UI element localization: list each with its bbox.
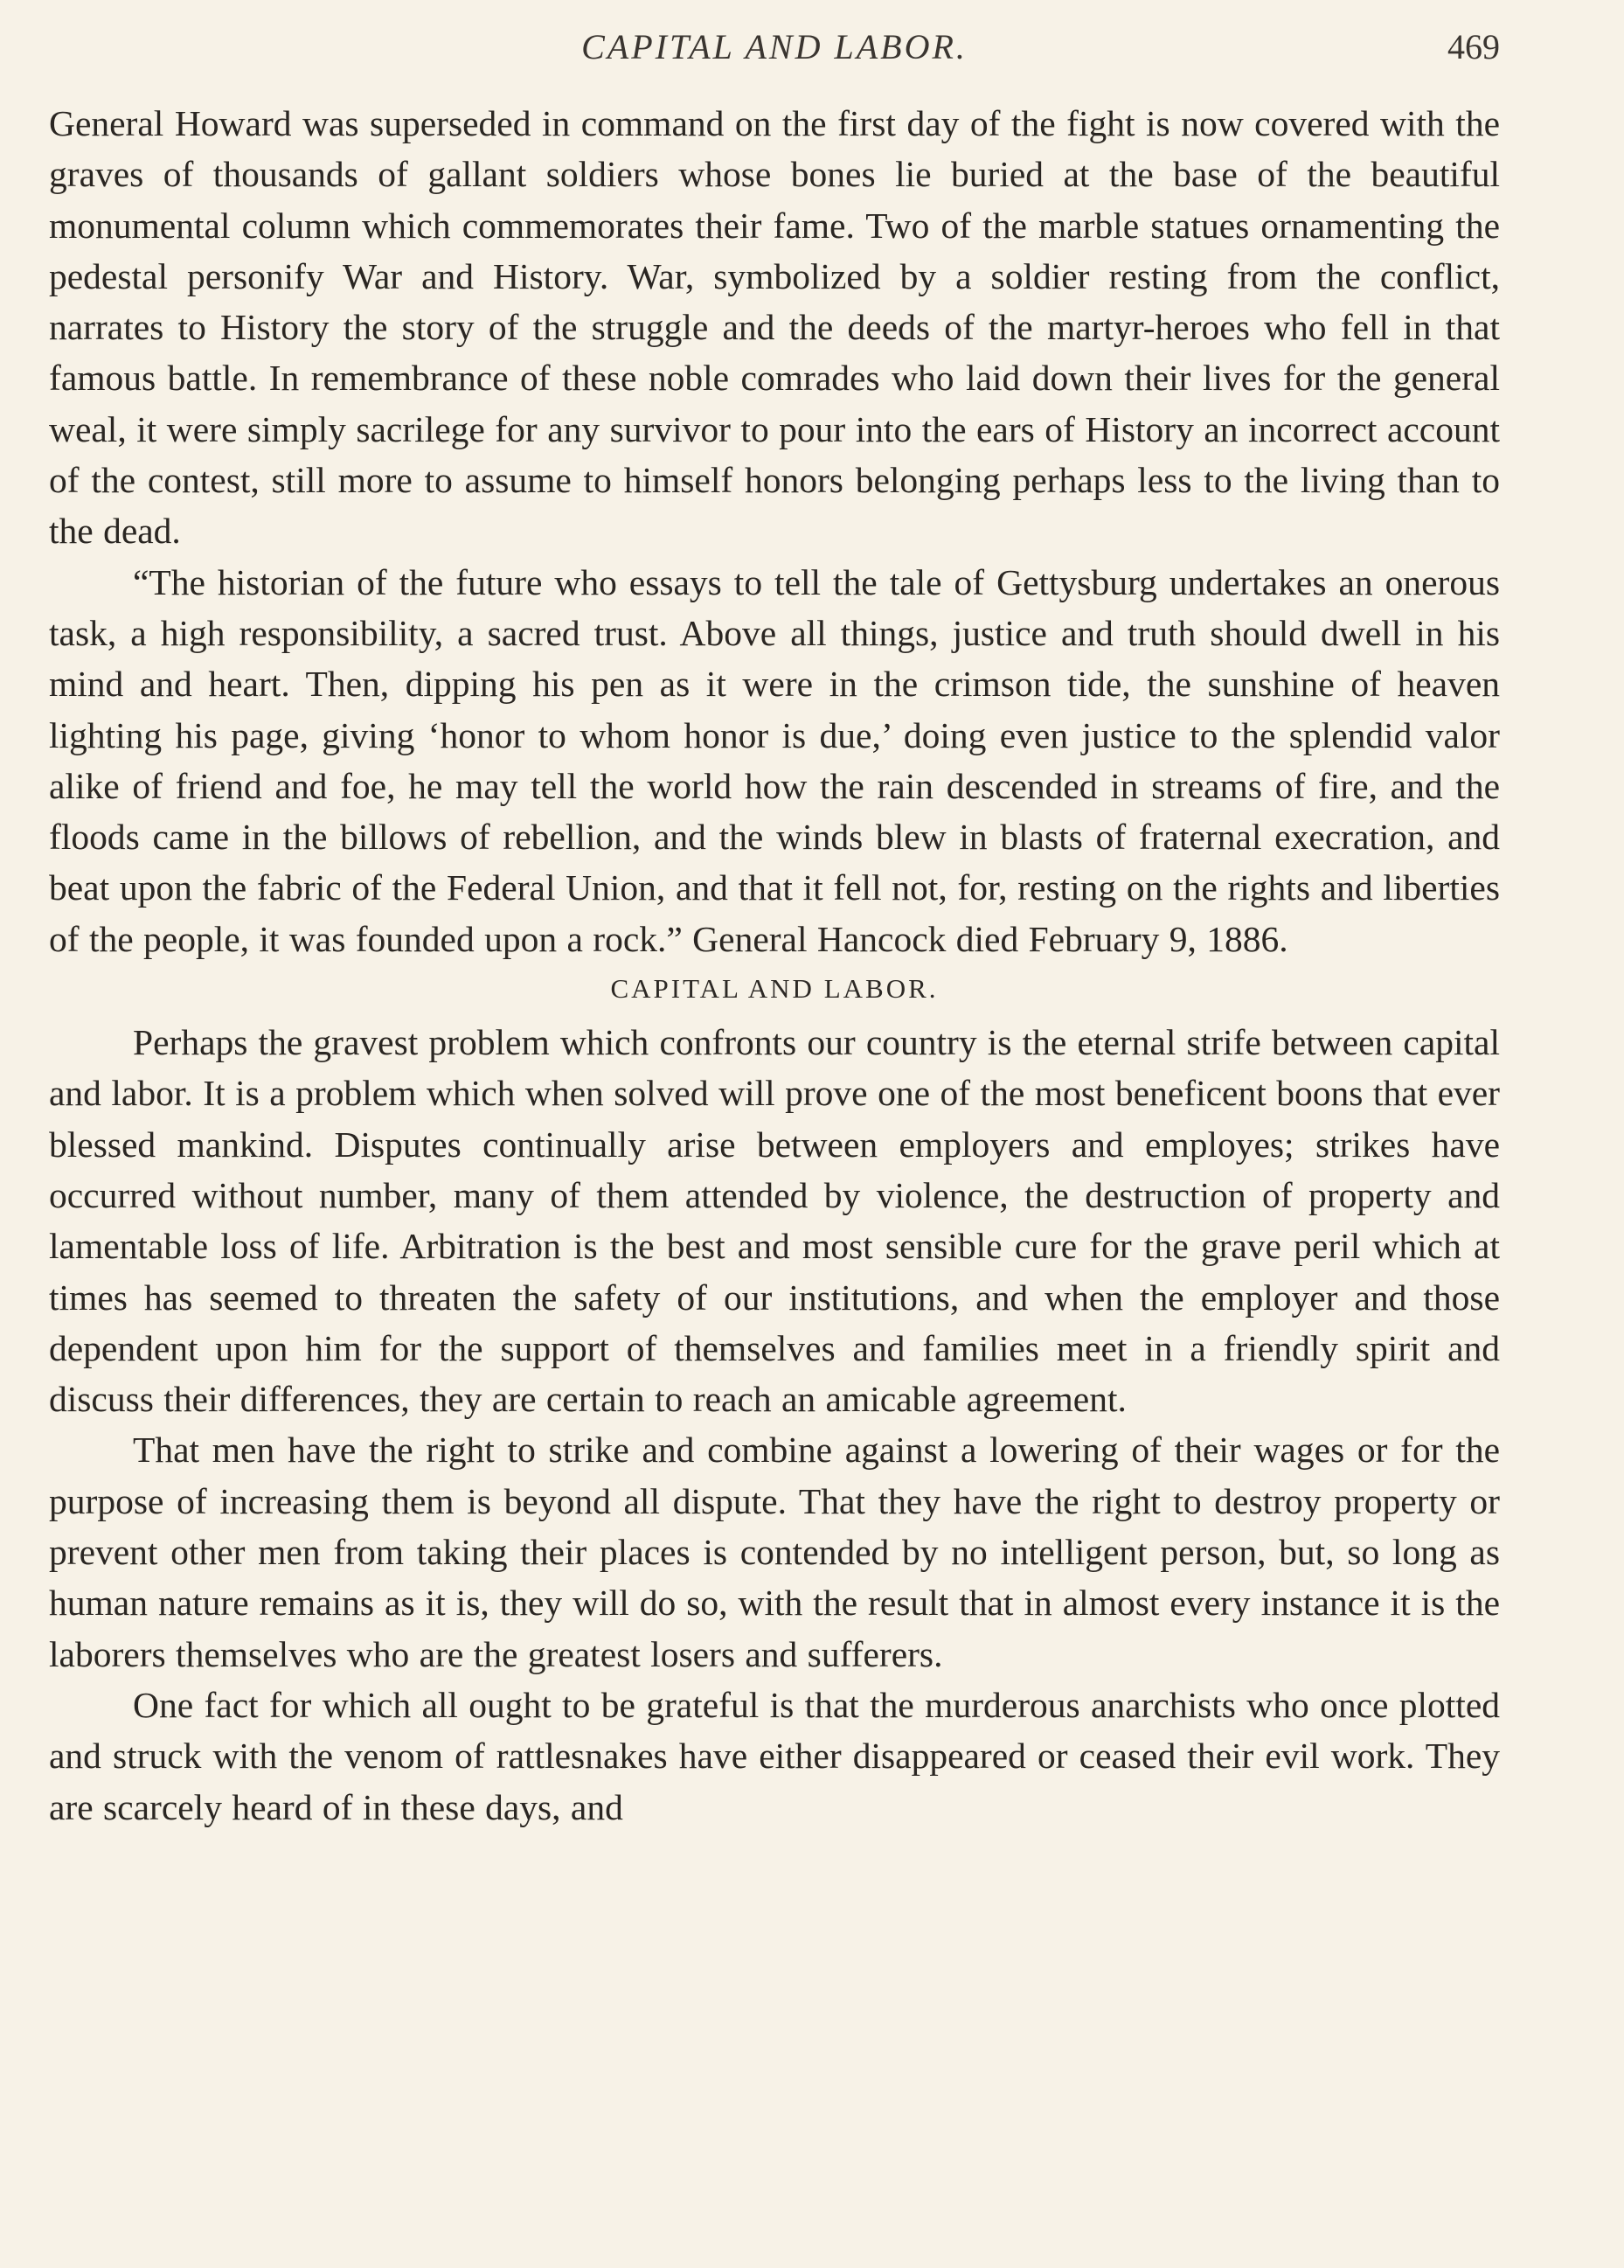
paragraph-capital-labor-2: That men have the right to strike and combine against a lowering of their wages or for the purpose of increasing them is beyond all dispute. That they have the right to destroy property or prevent other men from taking their places is contended by no intelligent person, but, so long as human nature remains as it is, they will do so, with the result that in almost every instance it is the laborers themselves who are the greatest losers and sufferers.: [49, 1430, 1500, 1674]
running-title: CAPITAL AND LABOR.: [581, 27, 968, 66]
page-number: 469: [1447, 27, 1500, 66]
paragraph-hancock-quote: “The historian of the future who essays to tell the tale of Gettysburg undertakes an onerous task, a high responsibility, a sacred trust. Above all things, justice and truth should dwell in his mind and heart. Then, dipping his pen as it were in the crimson tide, the sunshine of heaven lighting his page, giving ‘honor to whom honor is due,’ doing even justice to the splendid valor alike of friend and foe, he may tell the world how the rain descended in streams of fire, and the floods came in the billows of rebellion, and the winds blew in blasts of fraternal execration, and beat upon the fabric of the Federal Union, and that it fell not, for, resting on the rights and liberties of the people, it was founded upon a rock.” General Hancock died February 9, 1886.: [49, 561, 1500, 959]
paragraph-continued: General Howard was superseded in command on the first day of the fight is now covered with the graves of thousands of gallant soldiers whose bones lie buried at the base of the beautiful monumental column which commemorates their fame. Two of the marble statues ornamenting the pedestal personify War and History. War, symbolized by a soldier resting from the conflict, narrates to History the story of the struggle and the deeds of the martyr-heroes who fell in that famous battle. In remembrance of these noble comrades who laid down their lives for the general weal, it were simply sacrilege for any survivor to pour into the ears of History an incorrect account of the contest, still more to assume to himself honors belonging perhaps less to the living than to the dead.: [49, 103, 1500, 552]
running-head: [49, 19, 1500, 72]
section-heading: CAPITAL AND LABOR.: [610, 973, 939, 1005]
body-text: [49, 98, 1500, 1833]
paragraph-capital-labor-3: One fact for which all ought to be grateful is that the murderous anarchists who once plotted and struck with the venom of rattlesnakes have either disappeared or ceased their evil work. They are scarcely heard of in these days, and: [49, 1684, 1500, 1827]
paragraph-capital-labor-1: Perhaps the gravest problem which confronts our country is the eternal strife between capital and labor. It is a problem which when solved will prove one of the most beneficent boons that ever blessed mankind. Disputes continually arise between employers and employes; strikes have occurred without number, many of them attended by violence, the destruction of property and lamentable loss of life. Arbitration is the best and most sensible cure for the grave peril which at times has seemed to threaten the safety of our institutions, and when the employer and those dependent upon him for the support of themselves and families meet in a friendly spirit and discuss their differences, they are certain to reach an amicable agreement.: [49, 1022, 1500, 1420]
